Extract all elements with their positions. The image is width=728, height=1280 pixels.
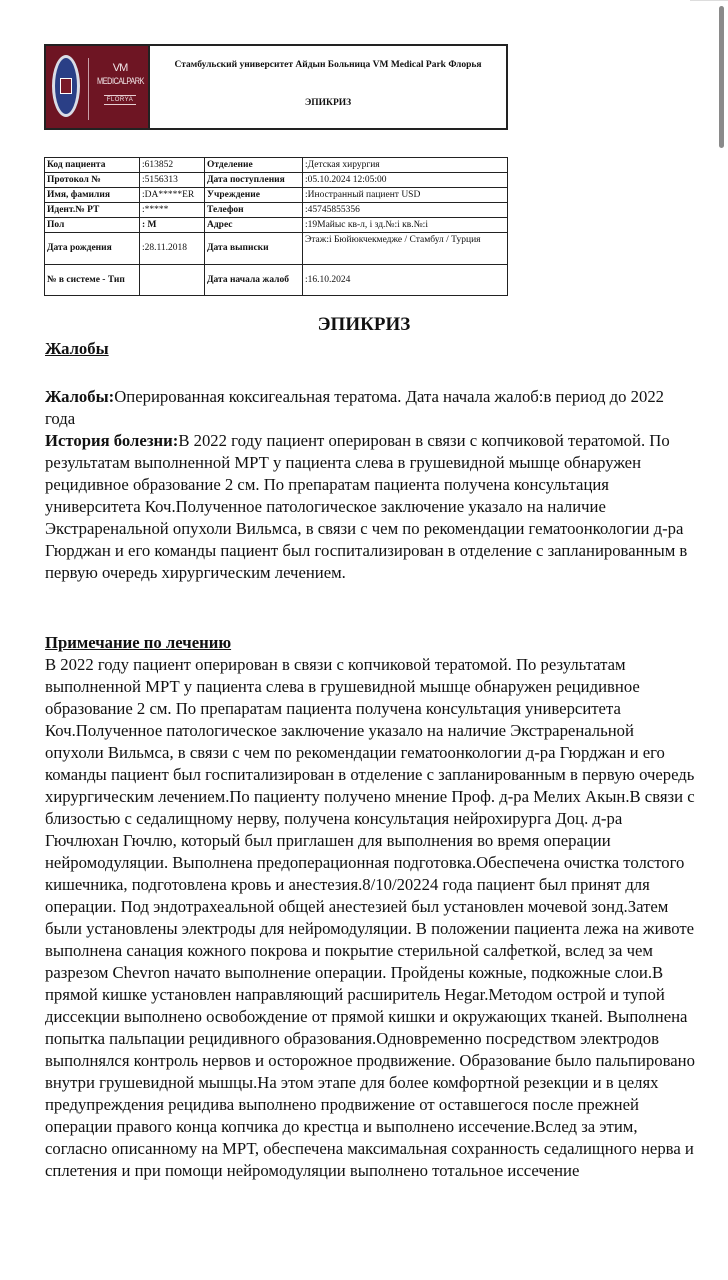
field-label: Отделение: [205, 158, 303, 173]
field-value: :Детская хирургия: [303, 158, 508, 173]
table-row: [45, 218, 508, 233]
field-value: : M: [140, 218, 205, 233]
field-value: [140, 265, 205, 296]
field-label: Пол: [45, 218, 140, 233]
field-label: Адрес: [205, 218, 303, 233]
section-heading: Примечание по лечению: [45, 633, 232, 652]
field-label: № в системе - Тип: [45, 265, 140, 296]
field-value: :05.10.2024 12:05:00: [303, 173, 508, 188]
header-doc-type: ЭПИКРИЗ: [304, 98, 352, 108]
field-label: Протокол №: [45, 173, 140, 188]
field-value: :16.10.2024: [303, 265, 508, 296]
complaints-text: Оперированная коксигеальная тератома. Дата начала жалоб:в период до 2022 года: [45, 387, 665, 428]
table-row: [45, 233, 508, 265]
top-divider: [690, 0, 728, 1]
treatment-text: В 2022 году пациент оперирован в связи с копчиковой тератомой. По результатам выполненной МРТ у пациента слева в грушевидной мышце обнаружен рецидивное образование 2 см. По препаратам пациента получена консультация университета Коч.Полученное патологическое заключение указало на наличие Экстраренальной опухоли Вильмса, в связи с чем по рекомендации гематоонкологии д-ра Гюрджан и его команды пациент был госпитализирован в отделение с запланированным в первую очередь хирургическим лечением.По пациенту получено мнение Проф. д-ра Мелих Акын.В связи с близостью с седалищному нерву, получена консультация нейрохирурга Доц. д-ра Гючлюхан Гючлю, который был приглашен для выполнения во время операции нейромодуляции. Выполнена предоперационная подготовка.Обеспечена очистка толстого кишечника, подготовлена кровь и анестезия.8/10/20224 года пациент был принят для операции. Под эндотрахеальной общей анестезией был установлен мочевой зонд.Затем были установлены электроды для нейромодуляции. В положении пациента лежа на животе выполнена санация кожного покрова и покрытие стерильной салфеткой, вслед за чем разрезом Chevron начато выполнение операции. Пройдены кожные, подкожные слои.В прямой кишке установлен направляющий расширитель Hegar.Методом острой и тупой диссекции выполнено освобождение от прямой кишки и окружающих тканей. Выполнена попытка пальпации рецидивного образования.Одновременно посредством электродов выполнялся контроль нервов и осторожное продвижение. Образование было пальпировано внутри грушевидной мышцы.На этом этапе для более комфортной резекции и в целях предупреждения рецидива выполнено продвижение от оставшегося после прежней операции правого конца копчика до крестца и выполнено иссечение.Вслед за этим, согласно описанному на МРТ, обеспечена максимальная сохранность седалищного нерва и сплетения и при помощи нейромодуляции выполнено тотальное иссечение: [45, 655, 695, 1180]
table-row: [45, 173, 508, 188]
field-value: :28.11.2018: [140, 233, 205, 265]
treatment-heading: [45, 632, 695, 654]
field-label: Дата начала жалоб: [205, 265, 303, 296]
university-seal-icon: [52, 55, 80, 117]
field-label: Учреждение: [205, 188, 303, 203]
vertical-scrollbar[interactable]: [719, 6, 724, 148]
history-text: В 2022 году пациент оперирован в связи с копчиковой тератомой. По результатам выполненной МРТ у пациента слева в грушевидной мышце обнаружен рецидивное образование 2 см. По препаратам пациента получена консультация университета Коч.Полученное патологическое заключение указало на наличие Экстраренальной опухоли Вильмса, в связи с чем по рекомендации гематоонкологии д-ра Гюрджан и его команды пациент был госпитализирован в отделение с запланированным в первую очередь хирургическим лечением.: [45, 431, 688, 582]
field-label: Имя, фамилия: [45, 188, 140, 203]
field-label: Идент.№ РТ: [45, 203, 140, 218]
field-value: :DA*****ER: [140, 188, 205, 203]
document-title: ЭПИКРИЗ: [317, 314, 411, 335]
header-titles: [150, 46, 506, 128]
logo-vm: VM: [112, 62, 128, 74]
document-header: [44, 44, 508, 130]
treatment-paragraph: [45, 654, 695, 1182]
table-row: [45, 265, 508, 296]
complaints-heading: [45, 338, 695, 360]
field-value: :*****: [140, 203, 205, 218]
field-value: :613852: [140, 158, 205, 173]
field-value: :5156313: [140, 173, 205, 188]
complaints-label: Жалобы:: [45, 387, 115, 406]
section-heading: Жалобы: [45, 339, 109, 358]
history-label: История болезни:: [45, 431, 179, 450]
logo-wordmark: [92, 62, 148, 106]
field-label: Дата рождения: [45, 233, 140, 265]
logo-medicalpark: MEDICALPARK: [97, 76, 144, 86]
field-value: :45745855356: [303, 203, 508, 218]
institution-name: Стамбульский университет Айдын Больница VM Medical Park Флорья: [174, 60, 482, 70]
table-row: [45, 158, 508, 173]
table-row: [45, 188, 508, 203]
field-value: :Иностранный пациент USD: [303, 188, 508, 203]
field-label: Дата поступления: [205, 173, 303, 188]
complaints-paragraph: [45, 386, 695, 430]
logo-divider: [88, 58, 89, 120]
field-label: Код пациента: [45, 158, 140, 173]
field-label: Телефон: [205, 203, 303, 218]
field-value: Этаж:і Бюйюкчекмедже / Стамбул / Турция: [303, 233, 508, 265]
patient-info-table: [44, 157, 508, 296]
field-label: Дата выписки: [205, 233, 303, 265]
field-value: :19Майыс кв-л, і зд.№:і кв.№:і: [303, 218, 508, 233]
medicalpark-logo: [46, 46, 150, 128]
history-paragraph: [45, 430, 695, 584]
table-row: [45, 203, 508, 218]
logo-florya: FLORYA: [104, 95, 136, 105]
